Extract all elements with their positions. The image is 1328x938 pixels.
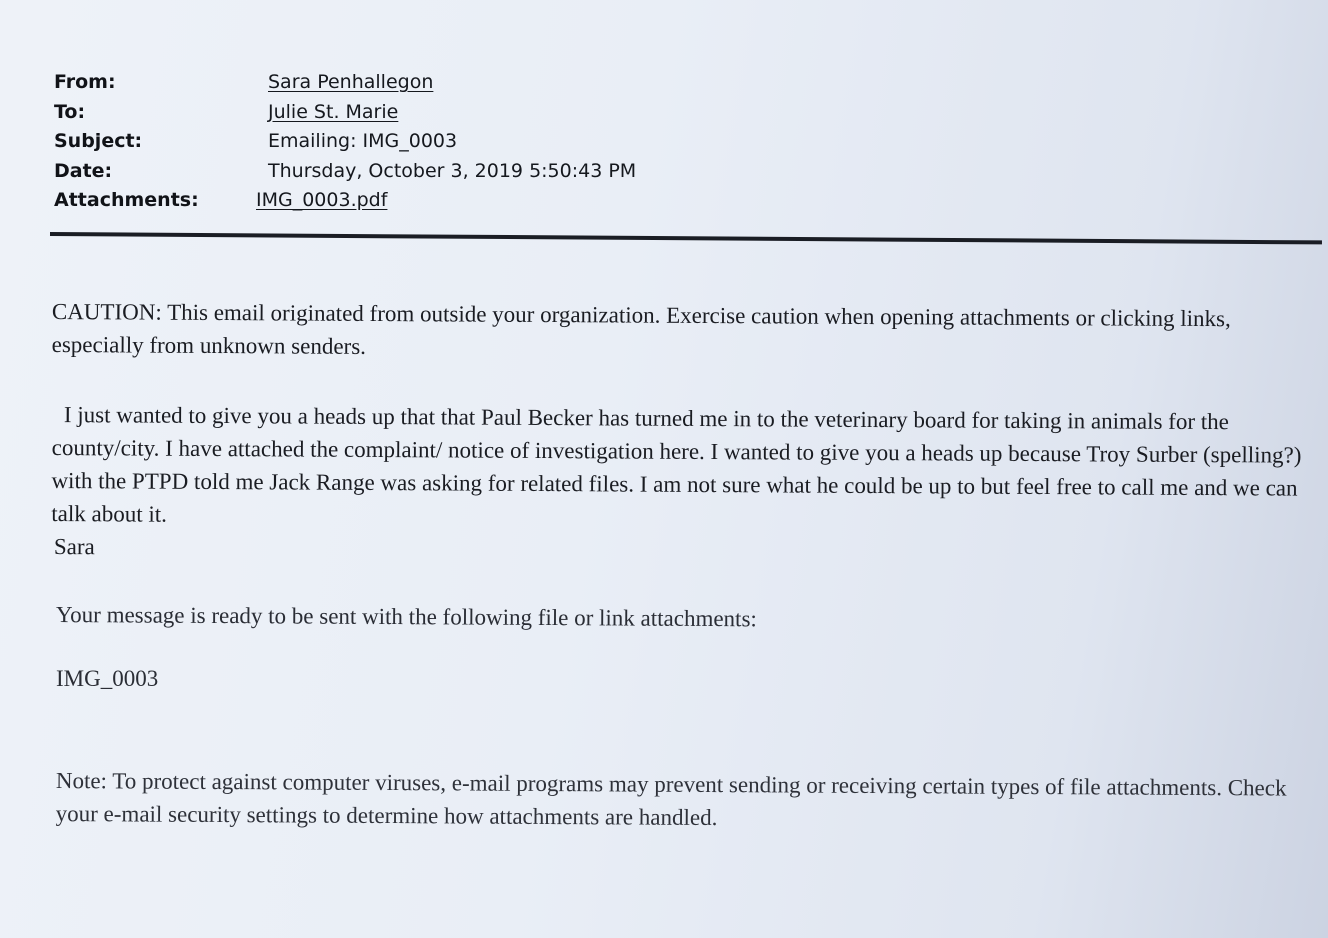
header-row-from <box>54 68 636 98</box>
header-row-to <box>54 98 636 128</box>
subject-label: Subject: <box>54 130 143 152</box>
caution-banner: CAUTION: This email originated from outside your organization. Exercise caution when opening attachments or clicking links, especially from unknown senders. <box>51 298 1231 359</box>
attachment-name: IMG_0003 <box>56 666 159 691</box>
from-value: Sara Penhallegon <box>268 71 434 93</box>
header-row-attachments <box>54 186 636 216</box>
header-row-date <box>54 157 636 187</box>
from-label: From: <box>54 71 116 93</box>
signature: Sara <box>53 533 95 560</box>
to-value: Julie St. Marie <box>268 100 399 123</box>
date-label: Date: <box>54 159 113 182</box>
to-label: To: <box>54 100 86 123</box>
message-body <box>51 398 1312 538</box>
header-divider <box>50 232 1322 244</box>
date-value: Thursday, October 3, 2019 5:50:43 PM <box>268 159 637 182</box>
subject-value: Emailing: IMG_0003 <box>268 130 458 152</box>
ready-notice: Your message is ready to be sent with the following file or link attachments: <box>55 601 757 632</box>
attachments-value: IMG_0003.pdf <box>256 189 388 211</box>
security-note: Note: To protect against computer viruses, e-mail programs may prevent sending or receiving certain types of file attachments. Check your e-mail security settings to determine how attachments are handled. <box>55 767 1287 831</box>
header-row-subject <box>54 127 636 157</box>
message-paragraph: I just wanted to give you a heads up that that Paul Becker has turned me in to the veterinary board for taking in animals for the county/city. I have attached the complaint/ notice of investigation here. I wanted to give you a heads up because Troy Surber (spelling?) with the PTPD told me Jack Range was asking for related files. I am not sure what he could be up to but feel free to call me and we can talk about it. <box>51 402 1302 527</box>
email-header <box>54 68 636 216</box>
attachments-label: Attachments: <box>54 189 199 211</box>
